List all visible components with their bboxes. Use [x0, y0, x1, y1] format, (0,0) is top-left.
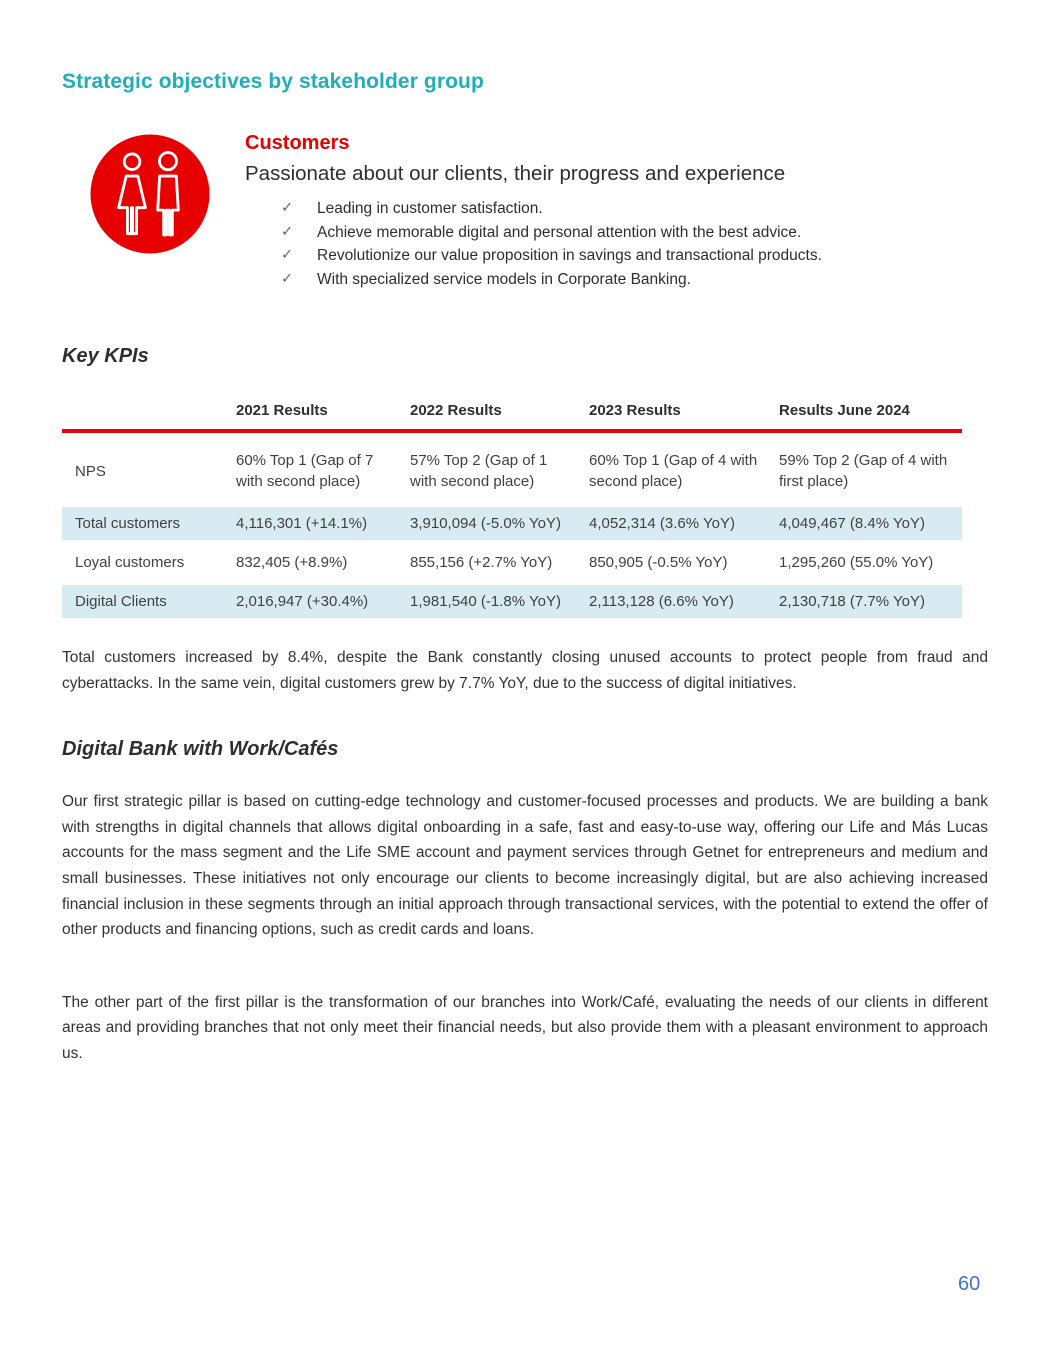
page-number: 60: [958, 1273, 981, 1295]
key-kpis-heading: Key KPIs: [62, 345, 149, 367]
table-cell: 59% Top 2 (Gap of 4 with first place): [779, 452, 948, 490]
bullet-item: [245, 221, 1005, 245]
column-header: [62, 402, 236, 419]
bullet-text: Achieve memorable digital and personal attention with the best advice.: [317, 223, 802, 241]
digital-bank-heading: Digital Bank with Work/Cafés: [62, 738, 339, 761]
people-icon: [88, 132, 212, 256]
table-cell: 832,405 (+8.9%): [236, 554, 348, 571]
customers-section: [88, 132, 1055, 291]
body-paragraph: The other part of the first pillar is the transformation of our branches into Work/Café, evaluating the needs of our clients in different areas and providing branches that not only meet their financial needs, but also provide them with a pleasant environment to approach us.: [62, 993, 988, 1062]
body-paragraph: Our first strategic pillar is based on cutting-edge technology and customer-focused processes and products. We are building a bank with strengths in digital channels that allows digital onboarding in a safe, fast and easy-to-use way, offering our Life and Más Lucas accounts for the mass segment and the Life SME account and payment services through Getnet for entrepreneurs and medium and small businesses. These initiatives not only encourage our clients to become increasingly digital, but are also achieving increased financial inclusion in these segments through an initial approach through transactional services, with the potential to extend the offer of other products and financing options, such as credit cards and loans.: [62, 793, 988, 939]
table-cell: 2,113,128 (6.6% YoY): [589, 593, 734, 610]
table-row: [62, 507, 962, 540]
table-cell: 855,156 (+2.7% YoY): [410, 554, 553, 571]
table-cell: 2,130,718 (7.7% YoY): [779, 593, 925, 610]
kpi-summary-paragraph: Total customers increased by 8.4%, despite the Bank constantly closing unused accounts to protect people from fraud and cyberattacks. In the same vein, digital customers grew by 7.7% YoY, due to the success of digital initiatives.: [62, 649, 988, 692]
bullet-item: [245, 268, 1005, 292]
row-label: Loyal customers: [75, 554, 185, 571]
header-rule: [62, 429, 962, 433]
table-row: [62, 439, 962, 501]
check-icon: ✓: [281, 223, 294, 240]
page-title: Strategic objectives by stakeholder group: [62, 70, 484, 93]
row-label: NPS: [75, 462, 106, 480]
kpi-table: [62, 394, 962, 618]
table-cell: 60% Top 1 (Gap of 4 with second place): [589, 452, 758, 490]
customers-heading: Customers: [245, 132, 350, 154]
check-icon: ✓: [281, 270, 294, 287]
table-cell: 1,981,540 (-1.8% YoY): [410, 593, 561, 610]
table-cell: 57% Top 2 (Gap of 1 with second place): [410, 452, 548, 490]
bullet-text: Leading in customer satisfaction.: [317, 200, 543, 217]
customers-subtitle: Passionate about our clients, their progress and experience: [245, 162, 786, 185]
table-row: [62, 585, 962, 618]
bullet-item: [245, 244, 1005, 268]
bullet-text: Revolutionize our value proposition in savings and transactional products.: [317, 247, 822, 264]
table-cell: 4,049,467 (8.4% YoY): [779, 515, 925, 532]
bullet-item: [245, 197, 1005, 221]
column-header: 2022 Results: [410, 402, 502, 419]
column-header: 2023 Results: [589, 402, 681, 419]
table-row: [62, 546, 962, 579]
check-icon: ✓: [281, 200, 294, 216]
table-cell: 3,910,094 (-5.0% YoY): [410, 515, 561, 532]
table-cell: 4,116,301 (+14.1%): [236, 515, 368, 532]
row-label: Total customers: [75, 515, 181, 532]
bullet-text: With specialized service models in Corporate Banking.: [317, 270, 691, 288]
table-header-row: [62, 394, 962, 429]
row-label: Digital Clients: [75, 593, 167, 610]
check-icon: ✓: [281, 247, 294, 263]
table-cell: 4,052,314 (3.6% YoY): [589, 515, 735, 532]
table-cell: 850,905 (-0.5% YoY): [589, 554, 728, 571]
column-header: 2021 Results: [236, 402, 328, 419]
table-cell: 2,016,947 (+30.4%): [236, 593, 369, 610]
column-header: Results June 2024: [779, 402, 910, 419]
customers-text-block: [245, 132, 1005, 291]
table-cell: 1,295,260 (55.0% YoY): [779, 554, 934, 571]
table-cell: 60% Top 1 (Gap of 7 with second place): [236, 452, 374, 490]
